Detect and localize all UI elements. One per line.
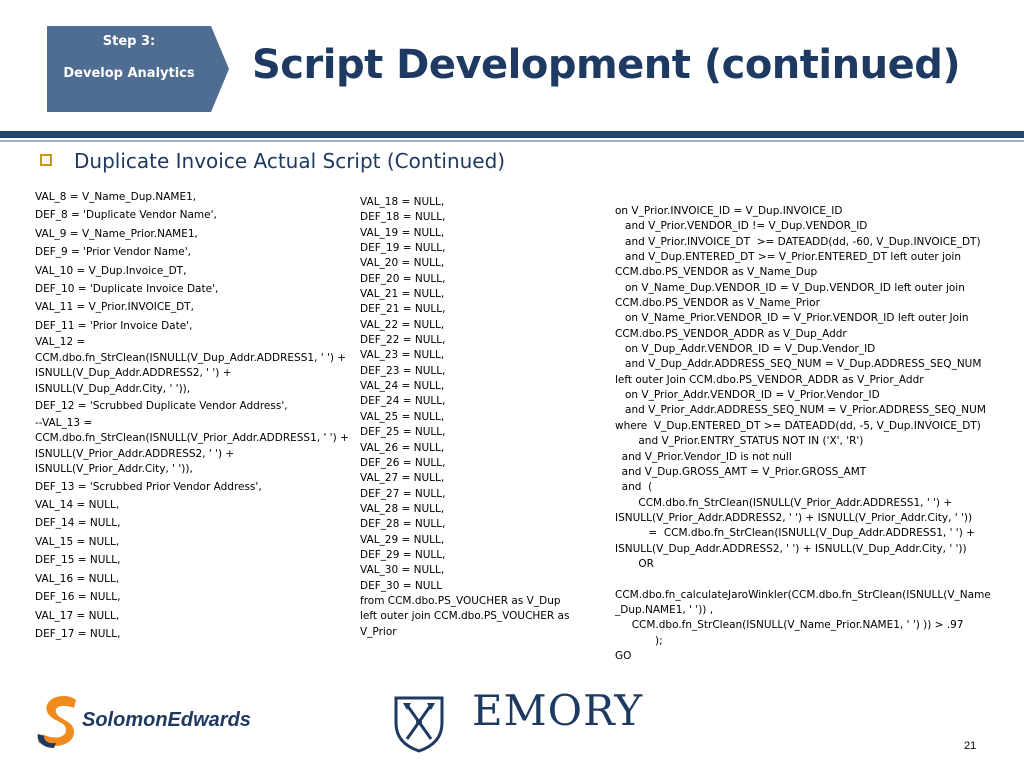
- code-line: [615, 311, 1010, 326]
- code-line-text: VAL_24 = NULL,: [360, 380, 445, 393]
- code-line-text: VAL_10 = V_Dup.Invoice_DT,: [35, 264, 187, 277]
- code-line-text: DEF_19 = NULL,: [360, 242, 446, 255]
- code-line: [615, 281, 1010, 296]
- code-line: [360, 364, 605, 379]
- script-column-1: [35, 188, 355, 643]
- code-line: [360, 210, 605, 225]
- code-line-text: DEF_22 = NULL,: [360, 334, 446, 347]
- code-line-part: ISNULL(V_Dup_Addr.ADDRESS2, ' ') +: [35, 367, 232, 380]
- section-subtitle: Duplicate Invoice Actual Script (Continued): [74, 149, 506, 173]
- code-line: [35, 570, 355, 588]
- code-line: [615, 388, 1010, 403]
- code-line-text: DEF_17 = NULL,: [35, 627, 121, 640]
- code-line-text: on V_Prior.INVOICE_ID = V_Dup.INVOICE_ID: [615, 205, 843, 217]
- code-line-text: DEF_27 = NULL,: [360, 487, 446, 500]
- code-line-part: ISNULL(V_Dup_Addr.City, ' ')),: [35, 382, 191, 395]
- code-line-text: [615, 572, 1010, 587]
- code-line: [360, 579, 605, 594]
- code-line: [615, 235, 1010, 250]
- code-line: [360, 287, 605, 302]
- code-line-part: --VAL_13 =: [35, 416, 93, 429]
- code-line-text: ISNULL(V_Dup_Addr.ADDRESS2, ' ') + ISNULL(V_Dup_Addr.City, ' ')): [615, 542, 967, 555]
- code-line: [35, 243, 355, 261]
- header-divider: [0, 131, 1024, 138]
- code-line-text: DEF_23 = NULL,: [360, 364, 446, 377]
- code-line: [35, 335, 355, 397]
- code-line-text: DEF_9 = 'Prior Vendor Name',: [35, 246, 191, 259]
- code-line-text: DEF_20 = NULL,: [360, 272, 446, 285]
- code-line-text: VAL_18 = NULL,: [360, 196, 445, 208]
- code-line-part: ISNULL(V_Prior_Addr.ADDRESS2, ' ') +: [35, 447, 235, 460]
- code-line: [360, 302, 605, 317]
- code-line-text: left outer join CCM.dbo.PS_VOUCHER as: [360, 610, 570, 623]
- code-line: [615, 526, 1010, 541]
- code-line: [615, 327, 1010, 342]
- code-line: [615, 649, 1010, 664]
- solomonedwards-logo: [34, 690, 294, 750]
- code-line: [360, 594, 605, 609]
- page-number: 21: [964, 740, 977, 752]
- code-line-part: CCM.dbo.fn_StrClean(ISNULL(V_Prior_Addr.ADDRESS1, ' ') +: [35, 432, 349, 445]
- code-line: [35, 478, 355, 496]
- code-line-text: and V_Prior.Vendor_ID is not null: [615, 450, 792, 463]
- code-line-text: and V_Prior_Addr.ADDRESS_SEQ_NUM = V_Prior.ADDRESS_SEQ_NUM: [615, 404, 986, 417]
- code-line-text: CCM.dbo.PS_VENDOR_ADDR as V_Dup_Addr: [615, 327, 847, 340]
- code-line-text: VAL_8 = V_Name_Dup.NAME1,: [35, 191, 197, 203]
- code-line-text: and V_Prior.ENTRY_STATUS NOT IN ('X', 'R'): [615, 435, 864, 448]
- code-line-text: DEF_14 = NULL,: [35, 517, 121, 530]
- code-line: [615, 480, 1010, 495]
- code-line-text: DEF_25 = NULL,: [360, 426, 446, 439]
- code-line-text: and V_Prior.INVOICE_DT >= DATEADD(dd, -60, V_Dup.INVOICE_DT): [615, 235, 981, 248]
- code-line: [35, 188, 355, 206]
- checkbox-bullet-icon: [40, 154, 52, 166]
- code-line: [615, 204, 1010, 219]
- code-line-text: on V_Name_Dup.VENDOR_ID = V_Dup.VENDOR_ID left outer join: [615, 281, 965, 294]
- code-line-text: and V_Dup.GROSS_AMT = V_Prior.GROSS_AMT: [615, 465, 867, 478]
- code-line: [615, 265, 1010, 280]
- code-line: [35, 262, 355, 280]
- code-line: [360, 425, 605, 440]
- code-line: [615, 342, 1010, 357]
- code-line: [360, 609, 605, 624]
- code-line-text: VAL_21 = NULL,: [360, 288, 445, 301]
- code-line: [360, 394, 605, 409]
- script-column-2: [360, 195, 605, 640]
- code-line-text: CCM.dbo.fn_calculateJaroWinkler(CCM.dbo.fn_StrClean(ISNULL(V_Name: [615, 588, 991, 601]
- code-line: [615, 465, 1010, 480]
- code-line: [615, 434, 1010, 449]
- code-line: [360, 548, 605, 563]
- code-line: [35, 533, 355, 551]
- code-line: [615, 403, 1010, 418]
- code-line-text: DEF_12 = 'Scrubbed Duplicate Vendor Address',: [35, 400, 288, 413]
- header-divider-thin: [0, 140, 1024, 142]
- code-line-text: DEF_28 = NULL,: [360, 518, 446, 531]
- code-line: [615, 634, 1010, 649]
- code-line-text: and V_Dup.ENTERED_DT >= V_Prior.ENTERED_DT left outer join: [615, 251, 961, 264]
- code-line: [615, 542, 1010, 557]
- code-line: [35, 416, 355, 478]
- code-line-text: VAL_26 = NULL,: [360, 441, 445, 454]
- code-line: [615, 511, 1010, 526]
- code-line-text: VAL_29 = NULL,: [360, 533, 445, 546]
- code-line-text: VAL_15 = NULL,: [35, 535, 120, 548]
- code-line-text: where V_Dup.ENTERED_DT >= DATEADD(dd, -5, V_Dup.INVOICE_DT): [615, 419, 981, 432]
- code-line-text: VAL_11 = V_Prior.INVOICE_DT,: [35, 301, 194, 314]
- code-line-text: VAL_22 = NULL,: [360, 318, 445, 331]
- code-line: [360, 471, 605, 486]
- code-line: [35, 551, 355, 569]
- code-line: [615, 357, 1010, 372]
- code-line-text: CCM.dbo.fn_StrClean(ISNULL(V_Name_Prior.NAME1, ' ') )) > .97: [615, 619, 964, 632]
- code-line-text: DEF_30 = NULL: [360, 579, 443, 592]
- code-line-part: CCM.dbo.fn_StrClean(ISNULL(V_Dup_Addr.ADDRESS1, ' ') +: [35, 351, 347, 364]
- code-line-text: DEF_10 = 'Duplicate Invoice Date',: [35, 283, 219, 296]
- code-line: [360, 517, 605, 532]
- code-line: [615, 496, 1010, 511]
- code-line-text: VAL_20 = NULL,: [360, 257, 445, 270]
- code-line-text: and V_Dup_Addr.ADDRESS_SEQ_NUM = V_Dup.ADDRESS_SEQ_NUM: [615, 358, 982, 371]
- code-line: [615, 618, 1010, 633]
- code-line-text: DEF_21 = NULL,: [360, 303, 446, 316]
- code-line-text: from CCM.dbo.PS_VOUCHER as V_Dup: [360, 594, 561, 607]
- code-line-text: ISNULL(V_Prior_Addr.ADDRESS2, ' ') + ISNULL(V_Prior_Addr.City, ' ')): [615, 511, 973, 524]
- code-line: [360, 502, 605, 517]
- code-line: [615, 419, 1010, 434]
- code-line: [360, 379, 605, 394]
- code-line: [35, 225, 355, 243]
- code-line: [360, 272, 605, 287]
- code-line-text: = CCM.dbo.fn_StrClean(ISNULL(V_Dup_Addr.ADDRESS1, ' ') +: [615, 527, 975, 540]
- script-column-3: [615, 204, 1010, 664]
- code-line-text: DEF_11 = 'Prior Invoice Date',: [35, 319, 193, 332]
- code-line: [360, 487, 605, 502]
- code-line: [35, 625, 355, 643]
- code-line-text: VAL_14 = NULL,: [35, 499, 120, 512]
- code-line-text: DEF_26 = NULL,: [360, 456, 446, 469]
- code-line: [35, 496, 355, 514]
- code-line-text: and (: [615, 481, 653, 494]
- code-line-text: CCM.dbo.PS_VENDOR as V_Name_Dup: [615, 266, 818, 279]
- code-line-text: VAL_9 = V_Name_Prior.NAME1,: [35, 227, 198, 240]
- code-line-text: VAL_17 = NULL,: [35, 609, 120, 622]
- code-line: [360, 441, 605, 456]
- step-badge: [47, 26, 211, 112]
- code-line: [615, 557, 1010, 572]
- code-line-text: DEF_15 = NULL,: [35, 554, 121, 567]
- code-line-text: DEF_13 = 'Scrubbed Prior Vendor Address',: [35, 480, 262, 493]
- code-line-text: VAL_30 = NULL,: [360, 564, 445, 577]
- code-line: [615, 373, 1010, 388]
- code-line: [35, 206, 355, 224]
- code-line: [360, 563, 605, 578]
- emory-wordmark: EMORY: [472, 686, 644, 735]
- code-line: [360, 456, 605, 471]
- code-line-text: VAL_16 = NULL,: [35, 572, 120, 585]
- step-label: Develop Analytics: [63, 66, 195, 81]
- code-line-text: VAL_19 = NULL,: [360, 226, 445, 239]
- code-line: [35, 514, 355, 532]
- step-badge-arrow: [211, 26, 229, 112]
- code-line: [35, 317, 355, 335]
- code-line-part: ISNULL(V_Prior_Addr.City, ' ')),: [35, 463, 193, 476]
- code-line: [615, 588, 1010, 603]
- code-line-part: VAL_12 =: [35, 336, 86, 349]
- code-line-text: CCM.dbo.fn_StrClean(ISNULL(V_Prior_Addr.ADDRESS1, ' ') +: [615, 496, 953, 509]
- code-line-text: _Dup.NAME1, ' ')) ,: [615, 603, 714, 616]
- code-line-text: left outer Join CCM.dbo.PS_VENDOR_ADDR as V_Prior_Addr: [615, 373, 924, 386]
- solomonedwards-wordmark: SolomonEdwards: [82, 709, 251, 731]
- code-line: [615, 450, 1010, 465]
- code-line-text: on V_Name_Prior.VENDOR_ID = V_Prior.VENDOR_ID left outer Join: [615, 312, 969, 325]
- code-line: [615, 572, 1010, 587]
- code-line-text: DEF_8 = 'Duplicate Vendor Name',: [35, 209, 217, 222]
- code-line-text: V_Prior: [360, 625, 397, 638]
- code-line-text: VAL_23 = NULL,: [360, 349, 445, 362]
- code-line-text: and V_Prior.VENDOR_ID != V_Dup.VENDOR_ID: [615, 220, 868, 233]
- code-line: [615, 219, 1010, 234]
- code-line: [615, 296, 1010, 311]
- code-line: [360, 195, 605, 210]
- code-line-text: DEF_24 = NULL,: [360, 395, 446, 408]
- code-line: [360, 226, 605, 241]
- code-line: [615, 250, 1010, 265]
- code-line-text: DEF_16 = NULL,: [35, 591, 121, 604]
- code-line: [360, 333, 605, 348]
- code-line-text: GO: [615, 649, 632, 662]
- code-line: [360, 533, 605, 548]
- code-line-text: VAL_28 = NULL,: [360, 502, 445, 515]
- code-line: [35, 397, 355, 415]
- code-line: [615, 603, 1010, 618]
- emory-shield-icon: [393, 695, 445, 753]
- code-line-text: on V_Prior_Addr.VENDOR_ID = V_Prior.Vendor_ID: [615, 389, 880, 402]
- step-number: Step 3:: [102, 34, 156, 49]
- code-line-text: CCM.dbo.PS_VENDOR as V_Name_Prior: [615, 297, 820, 310]
- code-line-text: VAL_25 = NULL,: [360, 410, 445, 423]
- code-line: [360, 348, 605, 363]
- code-line-text: on V_Dup_Addr.VENDOR_ID = V_Dup.Vendor_ID: [615, 343, 876, 356]
- code-line: [35, 588, 355, 606]
- code-line: [360, 625, 605, 640]
- code-line-text: );: [615, 634, 663, 647]
- code-line: [360, 318, 605, 333]
- code-line-text: VAL_27 = NULL,: [360, 472, 445, 485]
- page-title: Script Development (continued): [252, 42, 961, 88]
- code-line: [35, 280, 355, 298]
- code-line-text: DEF_18 = NULL,: [360, 211, 446, 224]
- code-line: [360, 241, 605, 256]
- code-line: [360, 256, 605, 271]
- code-line-text: DEF_29 = NULL,: [360, 548, 446, 561]
- code-line: [360, 410, 605, 425]
- code-line: [35, 607, 355, 625]
- code-line-text: OR: [615, 557, 654, 570]
- code-line: [35, 298, 355, 316]
